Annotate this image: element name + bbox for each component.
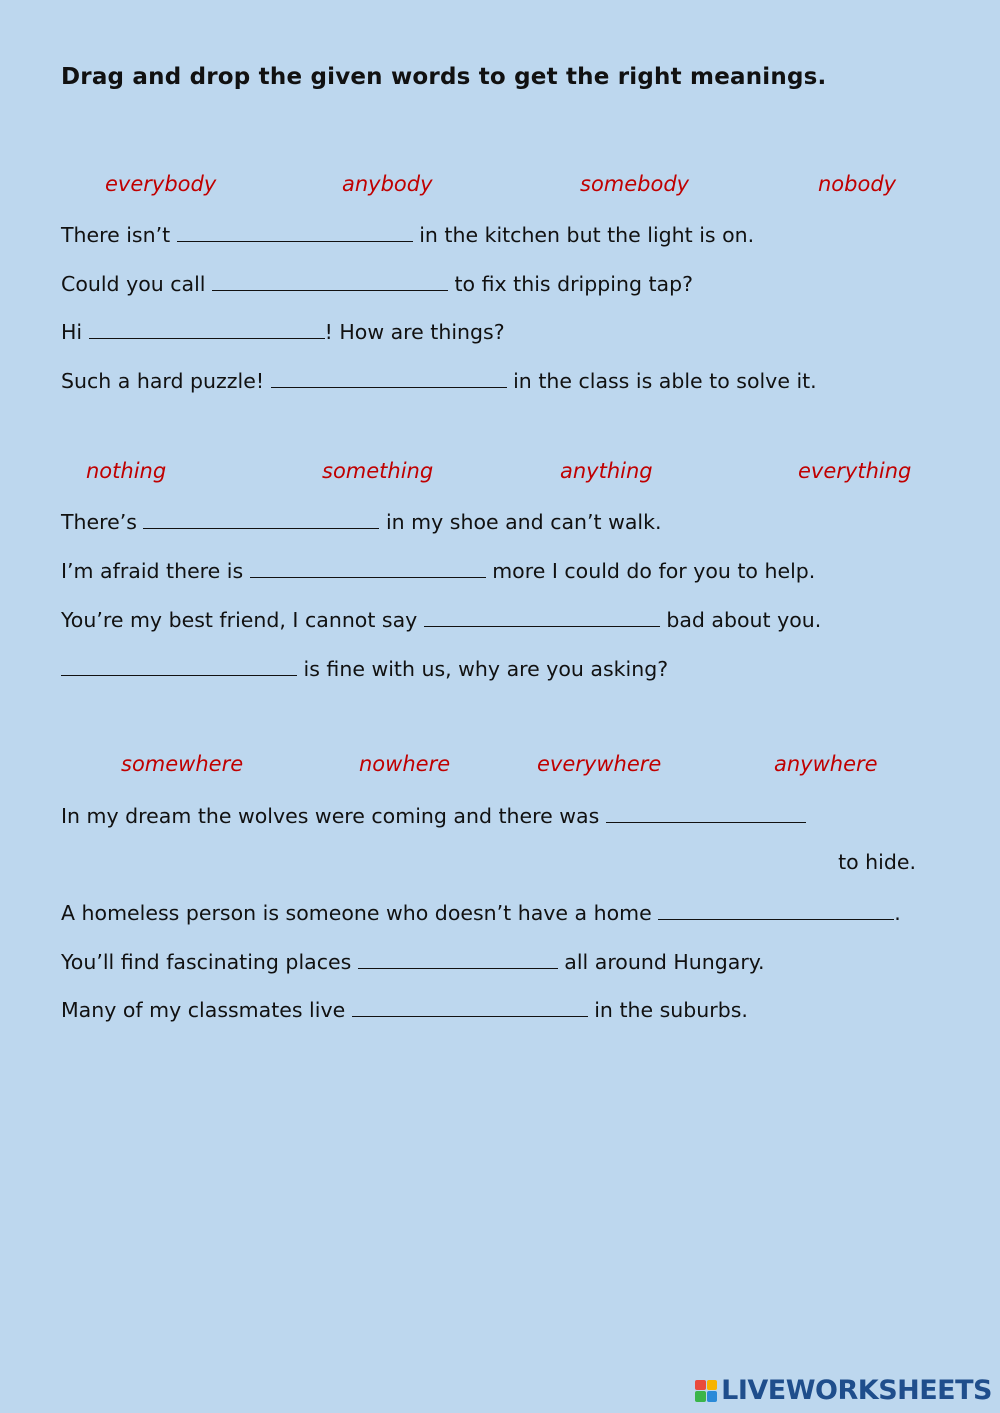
sentence-text: You’ll find fascinating places xyxy=(61,950,358,974)
sentence xyxy=(61,557,815,583)
sentence xyxy=(61,802,806,828)
liveworksheets-logo-icon xyxy=(695,1380,717,1402)
logo-square xyxy=(707,1391,718,1402)
word-somewhere[interactable]: somewhere xyxy=(121,752,244,776)
word-somebody[interactable]: somebody xyxy=(580,172,690,196)
sentence xyxy=(61,318,505,344)
drop-blank[interactable] xyxy=(352,996,588,1017)
sentence-text: A homeless person is someone who doesn’t have a home xyxy=(61,901,659,925)
sentence-continuation xyxy=(838,850,916,874)
logo-square xyxy=(695,1391,706,1402)
sentence xyxy=(61,996,748,1022)
sentence xyxy=(61,899,901,925)
logo-square xyxy=(695,1380,706,1391)
drop-blank[interactable] xyxy=(89,318,325,339)
sentence-text: Could you call xyxy=(61,272,212,296)
drop-blank[interactable] xyxy=(61,655,297,676)
word-anybody[interactable]: anybody xyxy=(342,172,433,196)
sentence-text: more I could do for you to help. xyxy=(485,559,816,583)
drop-blank[interactable] xyxy=(177,221,413,242)
word-everywhere[interactable]: everywhere xyxy=(537,752,662,776)
word-nobody[interactable]: nobody xyxy=(818,172,897,196)
sentence-text: There isn’t xyxy=(61,223,177,247)
word-nowhere[interactable]: nowhere xyxy=(359,752,451,776)
sentence xyxy=(61,221,754,247)
sentence-text: in my shoe and can’t walk. xyxy=(379,510,662,534)
sentence-text: . xyxy=(894,901,901,925)
sentence-text: In my dream the wolves were coming and there was xyxy=(61,804,606,828)
drop-blank[interactable] xyxy=(271,367,507,388)
sentence-text: in the class is able to solve it. xyxy=(506,369,817,393)
sentence xyxy=(61,270,693,296)
word-anything[interactable]: anything xyxy=(560,459,653,483)
sentence-text: I’m afraid there is xyxy=(61,559,250,583)
drop-blank[interactable] xyxy=(658,899,894,920)
sentence-text: to fix this dripping tap? xyxy=(448,272,693,296)
sentence xyxy=(61,948,765,974)
sentence-text: ! How are things? xyxy=(324,320,505,344)
sentence-text: is fine with us, why are you asking? xyxy=(297,657,669,681)
drop-blank[interactable] xyxy=(358,948,558,969)
sentence-text: You’re my best friend, I cannot say xyxy=(61,608,424,632)
sentence-text: Many of my classmates live xyxy=(61,998,352,1022)
word-nothing[interactable]: nothing xyxy=(86,459,167,483)
word-something[interactable]: something xyxy=(322,459,434,483)
drop-blank[interactable] xyxy=(606,802,806,823)
sentence-text: bad about you. xyxy=(659,608,822,632)
sentence-text: to hide. xyxy=(838,850,916,874)
sentence xyxy=(61,367,817,393)
page-title: Drag and drop the given words to get the right meanings. xyxy=(61,64,827,90)
sentence-text: in the kitchen but the light is on. xyxy=(412,223,755,247)
logo-text: LIVEWORKSHEETS xyxy=(721,1375,992,1406)
sentence xyxy=(61,655,668,681)
sentence xyxy=(61,508,662,534)
liveworksheets-logo[interactable] xyxy=(695,1375,992,1406)
sentence-text: Such a hard puzzle! xyxy=(61,369,271,393)
logo-square xyxy=(707,1380,718,1391)
drop-blank[interactable] xyxy=(250,557,486,578)
sentence-text: Hi xyxy=(61,320,89,344)
drop-blank[interactable] xyxy=(424,606,660,627)
word-everybody[interactable]: everybody xyxy=(105,172,217,196)
sentence-text: all around Hungary. xyxy=(557,950,765,974)
word-anywhere[interactable]: anywhere xyxy=(774,752,878,776)
sentence-text: There’s xyxy=(61,510,144,534)
sentence xyxy=(61,606,821,632)
word-everything[interactable]: everything xyxy=(798,459,912,483)
sentence-text: in the suburbs. xyxy=(587,998,748,1022)
drop-blank[interactable] xyxy=(143,508,379,529)
drop-blank[interactable] xyxy=(212,270,448,291)
